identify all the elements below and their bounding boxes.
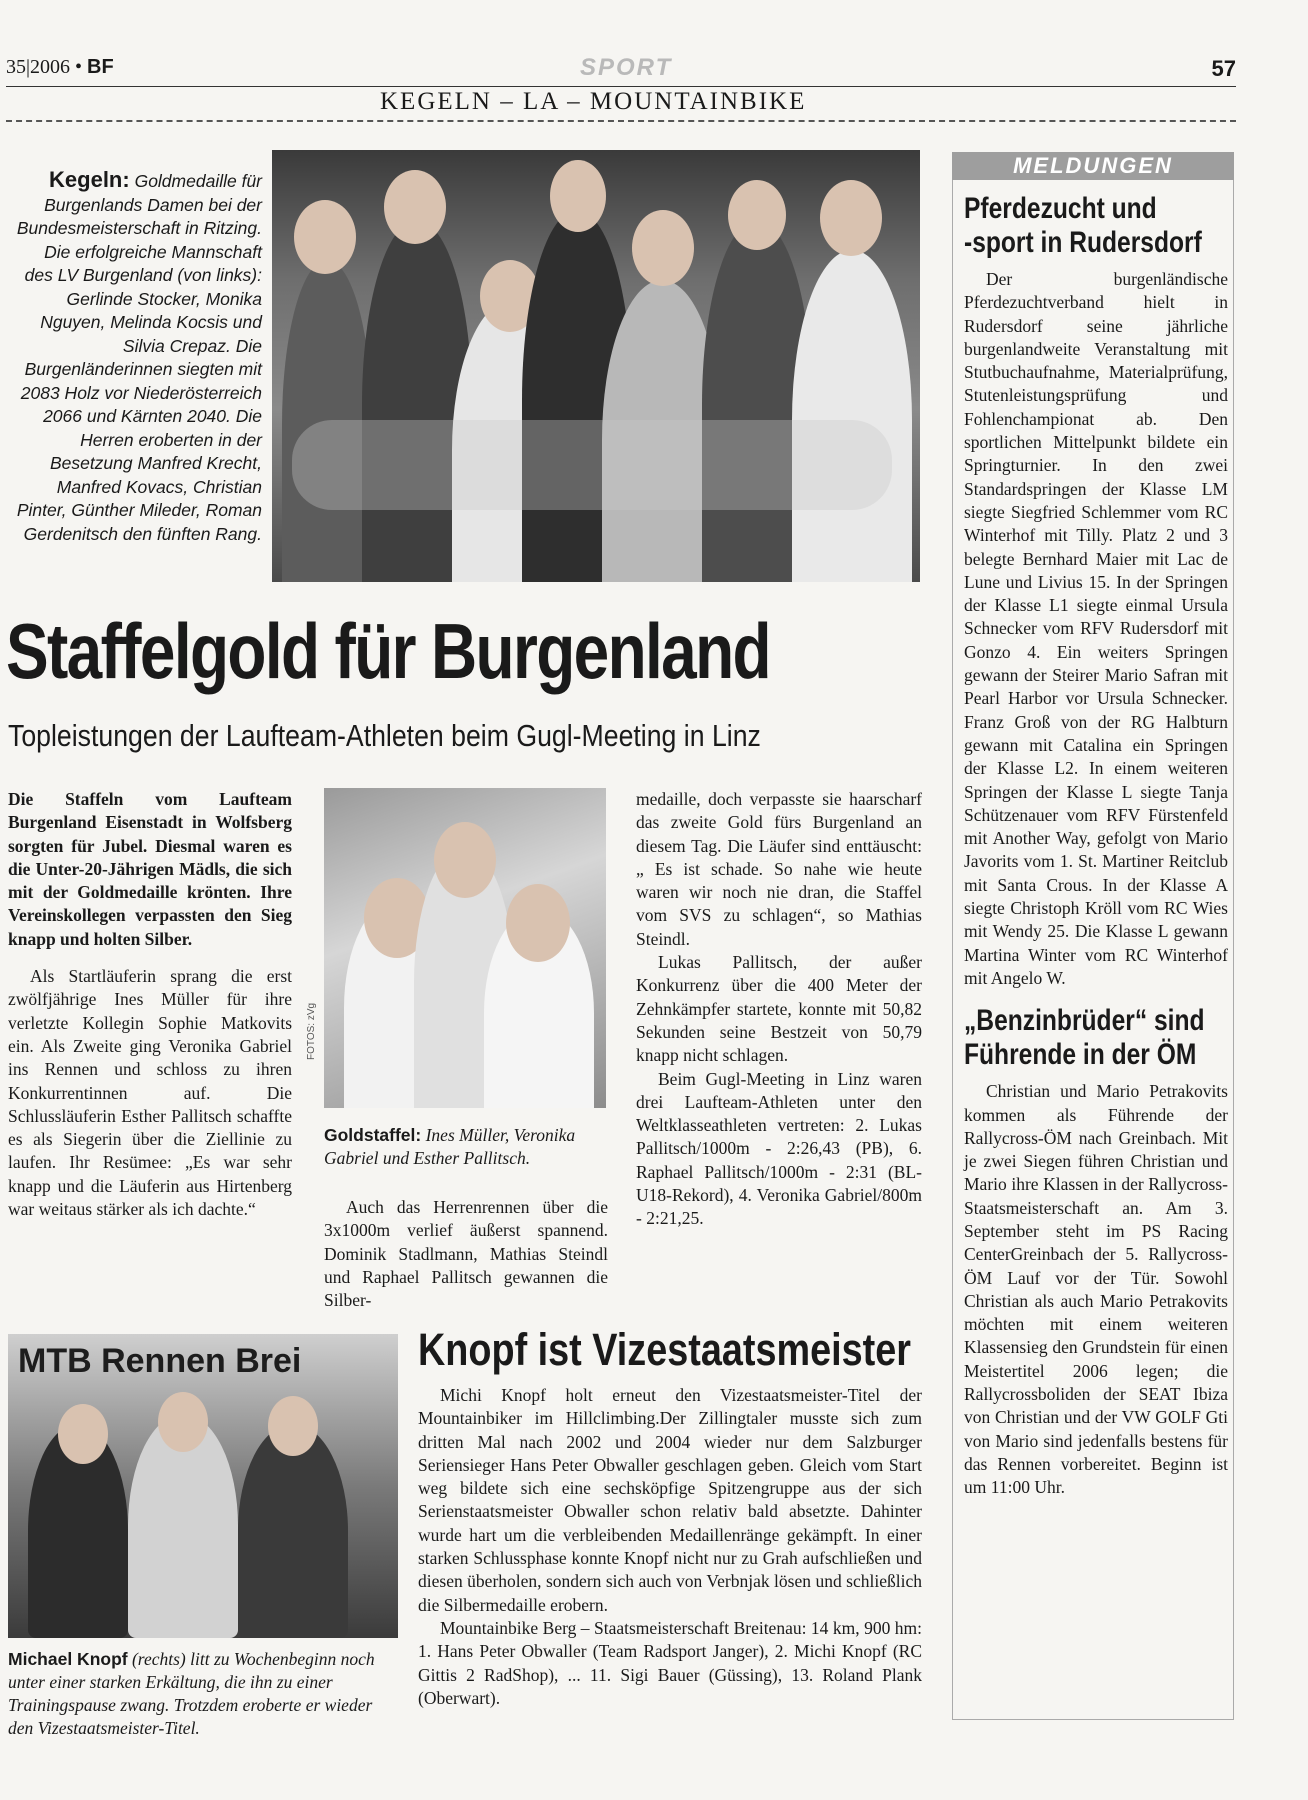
header-rule	[6, 86, 1236, 87]
sidebar-content	[964, 192, 1228, 1500]
main-headline: Staffelgold für Burgenland	[6, 607, 770, 695]
benzinbrueder-headline-line-1: „Benzinbrüder“ sind	[964, 1004, 1205, 1038]
photo-credit: FOTOS: zVg	[306, 1002, 317, 1060]
publication-name: BF	[87, 56, 114, 78]
main-article-paragraph-2-end: medaille, doch verpasste sie haarscharf das zweite Gold fürs Burgenland an diesem Tag. Die Läufer sind enttäuscht: „ Es ist schade. So nahe wie heute waren wir noch nie dran, die Staffel vom SVS zu schlagen“, so Mathias Steindl.	[636, 789, 922, 949]
goldstaffel-caption-text: Ines Müller, Veronika Gabriel und Esther Pallitsch.	[324, 1125, 576, 1168]
meldungen-label: MELDUNGEN	[952, 152, 1234, 180]
knopf-headline: Knopf ist Vizestaatsmeister	[418, 1324, 911, 1375]
benzinbrueder-headline-line-2: Führende in der ÖM	[964, 1038, 1197, 1072]
knopf-caption-label: Michael Knopf	[8, 1649, 128, 1669]
issue-line: 35|2006 • BF	[6, 56, 114, 78]
main-article-paragraph-2-start: Auch das Herrenrennen über die 3x1000m verlief äußerst spannend. Dominik Stadlmann, Mathias Steindl und Raphael Pallitsch gewannen die Silber-	[324, 1197, 608, 1311]
benzinbrueder-text: Christian und Mario Petrakovits kommen als Führende der Rallycross-ÖM nach Greinbach. Mit je zwei Siegen führen Christian und Mario ihre Klassen in der Rallycross-Staatsmeisterschaft an. Am 3. September steht im PS Racing CenterGreinbach der 5. Rallycross-ÖM Lauf vor der Tür. Sowohl Christian als auch Mario Petrakovits möchten mit einem weiteren Klassensieg den Grundstein für einen Meistertitel 2006 legen; die Rallycrossboliden der SEAT Ibiza von Christian und der VW GOLF Gti von Mario sind jedenfalls bestens für das Rennen vorbereitet. Beginn ist um 11:00 Uhr.	[964, 1081, 1228, 1498]
kegeln-team-photo	[272, 150, 920, 582]
goldstaffel-caption	[324, 1124, 608, 1170]
knopf-paragraph-1: Michi Knopf holt erneut den Vizestaatsmeister-Titel der Mountainbiker im Hillclimbing.Der Zillingtaler musste sich zum dritten Mal nach 2002 und 2004 wieder nur dem Salzburger Seriensieger Hans Peter Obwaller geschlagen geben. Gleich vom Start weg bildete sich eine sechsköpfige Spitzengruppe aus der sich Serienstaatsmeister Obwaller schon relativ bald absetzte. Dahinter wurde hart um die verbleibenden Medaillenränge gekämpft. In einer starken Schlussphase konnte Knopf nicht nur zu Grah aufschließen und diesen überholen, sondern sich auch von Verbnjak lösen und schließlich die Silbermedaille erobern.	[418, 1385, 922, 1615]
pferdezucht-headline-line-2: -sport in Rudersdorf	[964, 226, 1202, 259]
main-subhead: Topleistungen der Laufteam-Athleten beim Gugl-Meeting in Linz	[8, 718, 761, 753]
knopf-caption-text: (rechts) litt zu Wochenbeginn noch unter einer starken Erkältung, die ihn zu einer Trainingspause zwang. Trotzdem eroberte er wieder den Vizestaatsmeister-Titel.	[8, 1649, 375, 1738]
goldstaffel-photo	[324, 788, 606, 1108]
goldstaffel-caption-label: Goldstaffel:	[324, 1125, 422, 1145]
mtb-podium-photo	[8, 1334, 398, 1638]
main-article-column-2	[324, 1196, 608, 1312]
subsection-title: KEGELN – LA – MOUNTAINBIKE	[380, 88, 807, 115]
issue-number: 35|2006	[6, 56, 71, 78]
knopf-caption	[8, 1648, 398, 1740]
section-title: SPORT	[580, 54, 673, 81]
main-article-paragraph-1: Als Startläuferin sprang die erst zwölfjährige Ines Müller für ihre verletzte Kollegin Sophie Matkovits ein. Als Zweite ging Veronika Gabriel ins Rennen und schloss zu ihren Konkurrentinnen auf. Die Schlussläuferin Esther Pallitsch schaffte es als Siegerin über die Ziellinie zu laufen. Ihr Resümee: „Es war sehr knapp und die Läuferin aus Hirtenberg war weitaus stärker als ich dachte.“	[8, 966, 292, 1220]
pferdezucht-text: Der burgenländische Pferdezuchtverband hielt in Rudersdorf seine jährliche burgenlandweite Veranstaltung mit Stutbuchaufnahme, Materialprüfung, Stutenleistungsprüfung und Fohlenchampionat ab. Den sportlichen Mittelpunkt bildete ein Springturnier. In den zwei Standardspringen der Klasse LM siegte Siegfried Schlemmer vom RC Winterhof mit Tilly. Platz 2 und 3 belegte Bernhard Maier mit Lac de Lune und Livius 15. In der Springen der Klasse L1 siegte einmal Ursula Schnecker vom RFV Rudersdorf mit Gonzo 4. Ein weiters Springen gewann der Steirer Mario Safran mit Pearl Harbor vor Ursula Schnecker. Franz Groß von der RG Halbturn gewann mit Catalina ein Springen der Klasse L2. In einem weiteren Springen der Klasse L siegte Tanja Schützenauer vom RFV Fürstenfeld mit Another Way, gefolgt von Mario Javorits vom 1. St. Martiner Reitclub mit Santa Crous. In der Klasse A siegte Christoph Kröll vom RC Wies mit Wendy 25. Die Klasse L gewann Martina Winter vom RC Winterhof mit Angelo W.	[964, 269, 1228, 988]
main-article-paragraph-3: Lukas Pallitsch, der außer Konkurrenz über die 400 Meter der Zehnkämpfer startete, konnte mit 50,82 Sekunden seine Bestzeit von 50,79 knapp nicht schlagen.	[636, 952, 922, 1066]
mtb-banner-text: MTB Rennen Brei	[18, 1342, 302, 1380]
pferdezucht-headline-line-1: Pferdezucht und	[964, 192, 1157, 225]
header-dashed-rule	[6, 120, 1236, 122]
main-article-column-1	[8, 788, 292, 1221]
knopf-paragraph-2: Mountainbike Berg – Staatsmeisterschaft Breitenau: 14 km, 900 hm: 1. Hans Peter Obwaller (Team Radsport Janger), 2. Michi Knopf (RC Gittis 2 RadShop), ... 11. Sigi Bauer (Güssing), 13. Roland Plank (Oberwart).	[418, 1617, 922, 1708]
knopf-article-body	[418, 1384, 922, 1710]
main-article-column-3	[636, 788, 922, 1231]
kegeln-caption	[14, 168, 262, 546]
kegeln-caption-label: Kegeln:	[49, 167, 130, 192]
kegeln-caption-text: Goldmedaille für Burgenlands Damen bei der Bundesmeisterschaft in Ritzing. Die erfolgreiche Mannschaft des LV Burgenland (von links): Gerlinde Stocker, Monika Nguyen, Melinda Kocsis und Silvia Crepaz. Die Burgenländerinnen siegten mit 2083 Holz vor Niederösterreich 2066 und Kärnten 2040. Die Herren eroberten in der Besetzung Manfred Krecht, Manfred Kovacs, Christian Pinter, Günther Mileder, Roman Gerdenitsch den fünften Rang.	[16, 171, 262, 544]
main-article-paragraph-4: Beim Gugl-Meeting in Linz waren drei Laufteam-Athleten unter den Weltklasseathleten vertreten: 2. Lukas Pallitsch/1000m - 2:26,43 (PB), 6. Raphael Pallitsch/1000m - 2:31 (BL-U18-Rekord), 4. Veronika Gabriel/800m - 2:21,25.	[636, 1068, 922, 1229]
page-number: 57	[1211, 56, 1236, 81]
main-article-lead: Die Staffeln vom Laufteam Burgenland Eisenstadt in Wolfsberg sorgten für Jubel. Diesmal waren es die Unter-20-Jährigen Mädls, die sich mit der Goldmedaille krönten. Ihre Vereinskollegen verpassten den Sieg knapp und holten Silber.	[8, 789, 292, 949]
